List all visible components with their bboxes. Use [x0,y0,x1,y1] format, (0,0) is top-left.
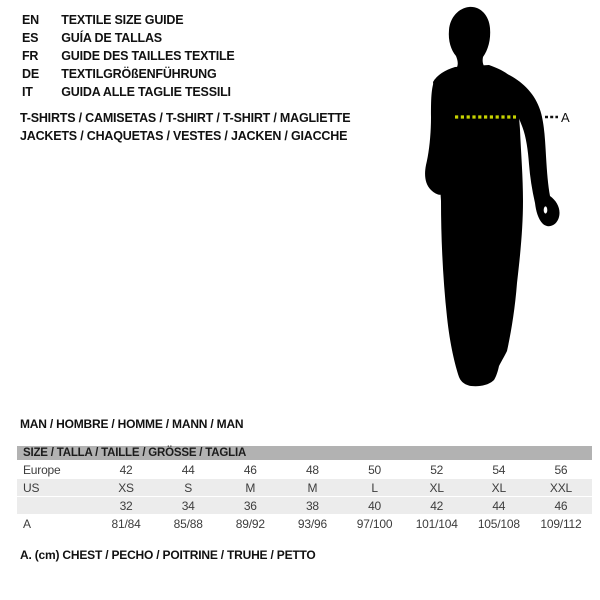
cell: L [344,479,406,497]
cell: XL [468,479,530,497]
measure-label-a: A [561,110,570,125]
cell: 52 [406,461,468,479]
cell: 50 [344,461,406,479]
row-label: A [17,515,95,533]
category-line-jackets: JACKETS / CHAQUETAS / VESTES / JACKEN / GIACCHE [20,129,348,143]
cell: 109/112 [530,515,592,533]
category-lines [20,109,350,145]
table-row-alt-size [17,497,592,515]
cell: 34 [157,497,219,515]
cell: 44 [157,461,219,479]
cell: 40 [344,497,406,515]
lang-name: GUIDE DES TAILLES TEXTILE [61,49,235,63]
lang-name: GUÍA DE TALLAS [61,31,162,45]
cell: M [281,479,343,497]
silhouette-body [433,65,523,386]
table-row-us [17,479,592,497]
cell: 48 [281,461,343,479]
cell: 38 [281,497,343,515]
lang-code: ES [22,31,39,45]
cell: S [157,479,219,497]
row-label: Europe [17,461,95,479]
lang-row-en [22,11,235,29]
cell: XS [95,479,157,497]
man-silhouette [405,5,575,390]
lang-name: GUIDA ALLE TAGLIE TESSILI [61,85,231,99]
silhouette-left-arm [425,79,443,195]
cell: 97/100 [344,515,406,533]
hand-thumb-notch [544,206,548,213]
cell: M [219,479,281,497]
cell: 81/84 [95,515,157,533]
lang-row-fr [22,47,235,65]
cell: XL [406,479,468,497]
lang-name: TEXTILGRÖßENFÜHRUNG [61,67,217,81]
cell: 32 [95,497,157,515]
size-table-header: SIZE / TALLA / TAILLE / GRÖSSE / TAGLIA [17,446,592,461]
section-label-man: MAN / HOMBRE / HOMME / MANN / MAN [20,417,244,431]
lang-code: IT [22,85,33,99]
category-line-tshirts: T-SHIRTS / CAMISETAS / T-SHIRT / T-SHIRT / MAGLIETTE [20,111,351,125]
row-label [17,497,95,515]
lang-code: EN [22,13,39,27]
cell: 44 [468,497,530,515]
cell: 105/108 [468,515,530,533]
size-table-header-row [17,446,592,461]
lang-row-de [22,65,235,83]
cell: 93/96 [281,515,343,533]
cell: 54 [468,461,530,479]
cell: XXL [530,479,592,497]
table-row-europe [17,461,592,479]
lang-row-it [22,83,235,101]
language-list [22,11,235,101]
cell: 46 [530,497,592,515]
size-table [17,446,592,532]
lang-code: FR [22,49,39,63]
lang-code: DE [22,67,39,81]
cell: 36 [219,497,281,515]
table-row-chest-a [17,515,592,533]
cell: 56 [530,461,592,479]
cell: 101/104 [406,515,468,533]
cell: 42 [95,461,157,479]
cell: 46 [219,461,281,479]
silhouette-head [449,7,490,70]
lang-name: TEXTILE SIZE GUIDE [61,13,184,27]
footer-measure-legend: A. (cm) CHEST / PECHO / POITRINE / TRUHE / PETTO [20,548,316,562]
cell: 89/92 [219,515,281,533]
lang-row-es [22,29,235,47]
cell: 85/88 [157,515,219,533]
row-label: US [17,479,95,497]
cell: 42 [406,497,468,515]
